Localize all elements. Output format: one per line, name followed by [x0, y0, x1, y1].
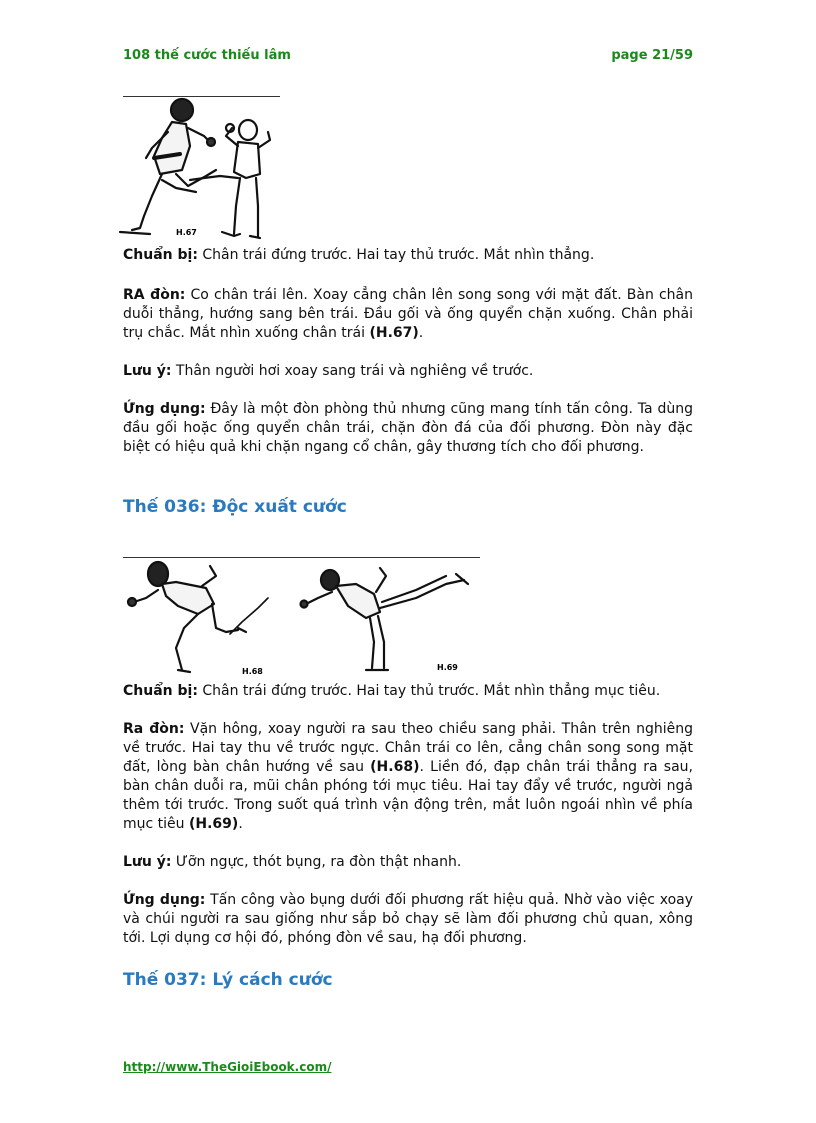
paragraph-preparation [123, 246, 693, 265]
text-note-036: Ưỡn ngực, thót bụng, ra đòn thật nhanh. [171, 854, 462, 870]
text-execution: Co chân trái lên. Xoay cẳng chân lên song song với mặt đất. Bàn chân duỗi thẳng, hướng sang bên trái. Đầu gối và ống quyển chặn xuống. Chân phải trụ chắc. Mắt nhìn xuống chân trái [123, 287, 693, 341]
paragraph-execution [123, 286, 693, 343]
paragraph-execution-036 [123, 720, 693, 834]
label-execution-036: Ra đòn: [123, 721, 185, 737]
text-application: Đây là một đòn phòng thủ nhưng cũng mang tính tấn công. Ta dùng đầu gối hoặc ống quyển chân trái, chặn đòn đá của đối phương. Đòn này đặc biệt có hiệu quả khi chặn ngang cổ chân, gây thương tích cho đối phương. [123, 401, 693, 455]
label-note-036: Lưu ý: [123, 854, 172, 870]
figure-h67-label: H.67 [176, 228, 197, 237]
label-application-036: Ứng dụng: [123, 892, 206, 908]
label-preparation: Chuẩn bị: [123, 247, 198, 263]
paragraph-note [123, 362, 693, 381]
page-number: page 21/59 [611, 48, 693, 63]
figure-h68-illustration [118, 558, 288, 676]
footer-website-link[interactable]: http://www.TheGioiEbook.com/ [123, 1060, 332, 1074]
paragraph-application [123, 400, 693, 457]
text-execution-036-end: . [238, 816, 243, 832]
figure-reference-h67: (H.67) [369, 325, 419, 341]
text-execution-end: . [418, 325, 424, 341]
text-preparation: Chân trái đứng trước. Hai tay thủ trước. Mắt nhìn thẳng. [197, 247, 595, 263]
text-execution-036-b: . Liền đó, đạp chân trái thẳng ra sau, bàn chân duỗi ra, mũi chân phóng tới mục tiêu. Hai tay đẩy về trước, người ngả thêm tới trước. Trong suốt quá trình vận động trên, mắt luôn ngoái nhìn về phía mục tiêu [123, 759, 693, 832]
figure-h69-label: H.69 [437, 663, 458, 672]
figure-reference-h69: (H.69) [188, 816, 239, 832]
paragraph-note-036 [123, 853, 693, 872]
figure-h69-illustration [296, 558, 476, 676]
section-heading-037: Thế 037: Lý cách cước [123, 970, 333, 990]
paragraph-application-036 [123, 891, 693, 948]
document-title: 108 thế cước thiếu lâm [123, 48, 291, 63]
figure-h67-illustration [110, 96, 280, 242]
label-preparation-036: Chuẩn bị: [123, 683, 198, 699]
paragraph-preparation-036 [123, 682, 693, 701]
label-execution: RA đòn: [123, 287, 186, 303]
figure-reference-h68: (H.68) [370, 759, 420, 775]
text-execution-036-a: Vặn hông, xoay người ra sau theo chiều sang phải. Thân trên nghiêng về trước. Hai tay thu về trước ngực. Chân trái co lên, cẳng chân song song mặt đất, lòng bàn chân hướng về sau [123, 721, 693, 775]
section-heading-036: Thế 036: Độc xuất cước [123, 497, 347, 517]
text-note: Thân người hơi xoay sang trái và nghiêng về trước. [171, 363, 534, 379]
text-application-036: Tấn công vào bụng dưới đối phương rất hiệu quả. Nhờ vào việc xoay và chúi người ra sau giống như sắp bỏ chạy sẽ làm đối phương chủ quan, xông tới. Lợi dụng cơ hội đó, phóng đòn về sau, hạ đối phương. [123, 892, 694, 946]
label-application: Ứng dụng: [123, 401, 206, 417]
figure-h68-label: H.68 [242, 667, 263, 676]
text-preparation-036: Chân trái đứng trước. Hai tay thủ trước. Mắt nhìn thẳng mục tiêu. [197, 683, 661, 699]
label-note: Lưu ý: [123, 363, 172, 379]
